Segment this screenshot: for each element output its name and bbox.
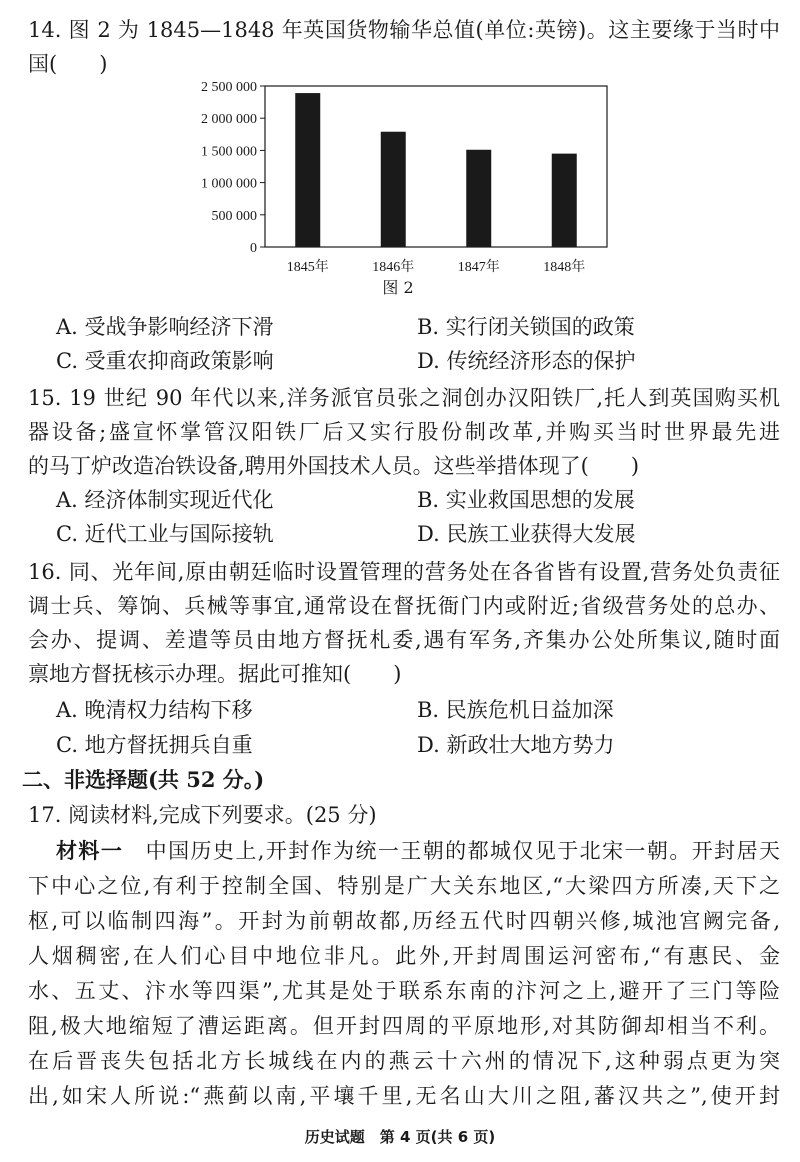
y-tick-label: 0	[250, 241, 257, 256]
q15-option-d[interactable]: D. 民族工业获得大发展	[417, 522, 636, 546]
q16-stem-line1: 16. 同、光年间,原由朝廷临时设置管理的营务处在各省皆有设置,营务处负责征	[28, 560, 780, 584]
q15-option-a[interactable]: A. 经济体制实现近代化	[56, 488, 274, 512]
q16-option-b[interactable]: B. 民族危机日益加深	[417, 698, 614, 722]
q17-material-line4: 人烟稠密,在人们心目中地位非凡。此外,开封周围运河密布,“有惠民、金	[28, 944, 780, 968]
q17-material-line1	[56, 837, 780, 865]
y-tick-label: 2 500 000	[201, 80, 257, 95]
q16-stem-line3: 会办、提调、差遣等员由地方督抚札委,遇有军务,齐集办公处所集议,随时面	[28, 628, 780, 652]
q16-stem-line2: 调士兵、筹饷、兵械等事宜,通常设在督抚衙门内或附近;省级营务处的总办、	[28, 594, 780, 618]
q15-option-c[interactable]: C. 近代工业与国际接轨	[56, 522, 274, 546]
q15-option-b[interactable]: B. 实业救国思想的发展	[417, 488, 635, 512]
section-heading: 二、非选择题(共 52 分。)	[22, 767, 265, 792]
q17-material-line8: 出,如宋人所说:“燕蓟以南,平壤千里,无名山大川之阻,蕃汉共之”,使开封	[28, 1084, 780, 1108]
y-tick-label: 1 500 000	[201, 144, 257, 160]
q14-option-c[interactable]: C. 受重农抑商政策影响	[56, 349, 274, 373]
page-footer: 历史试题 第 4 页(共 6 页)	[304, 1128, 496, 1146]
q14-option-d[interactable]: D. 传统经济形态的保护	[417, 349, 636, 373]
material-label: 材料一	[56, 838, 124, 863]
q17-material-line6: 阻,极大地缩短了漕运距离。但开封四周的平原地形,对其防御却相当不利。	[28, 1014, 780, 1038]
x-tick-label: 1845年	[286, 260, 329, 275]
x-tick-label: 1848年	[543, 260, 586, 275]
bar-4	[552, 154, 577, 247]
q16-stem-line4: 禀地方督抚核示办理。据此可推知( )	[28, 662, 402, 686]
q14-stem-line2: 国( )	[28, 52, 108, 76]
y-tick-label: 500 000	[211, 208, 257, 224]
q14-option-a[interactable]: A. 受战争影响经济下滑	[56, 315, 274, 339]
bar-1	[295, 93, 320, 247]
q17-material-line5: 水、五丈、汴水等四渠”,尤其是处于联系东南的汴河之上,避开了三门等险	[28, 979, 780, 1003]
q15-stem-line3: 的马丁炉改造冶铁设备,聘用外国技术人员。这些举措体现了( )	[28, 454, 640, 478]
bar-2	[381, 132, 406, 247]
q17-material-line2: 下中心之位,有利于控制全国、特别是广大关东地区,“大梁四方所凑,天下之	[28, 874, 780, 898]
bar-3	[466, 150, 491, 247]
q15-stem-line2: 器设备;盛宣怀掌管汉阳铁厂后又实行股份制改革,并购买当时世界最先进	[28, 420, 780, 444]
q14-option-b[interactable]: B. 实行闭关锁国的政策	[417, 315, 635, 339]
x-tick-label: 1846年	[372, 260, 415, 275]
q17-stem: 17. 阅读材料,完成下列要求。(25 分)	[28, 803, 377, 827]
q14-stem-line1: 14. 图 2 为 1845—1848 年英国货物输华总值(单位:英镑)。这主要缘于当时中	[28, 18, 780, 42]
q16-option-a[interactable]: A. 晚清权力结构下移	[56, 698, 253, 722]
y-tick-label: 1 000 000	[201, 176, 257, 192]
q16-option-d[interactable]: D. 新政壮大地方势力	[417, 733, 615, 757]
import-value-bar-chart	[0, 80, 800, 390]
material-text: 中国历史上,开封作为统一王朝的都城仅见于北宋一朝。开封居天	[123, 839, 780, 863]
q16-option-c[interactable]: C. 地方督抚拥兵自重	[56, 733, 253, 757]
q15-stem-line1: 15. 19 世纪 90 年代以来,洋务派官员张之洞创办汉阳铁厂,托人到英国购买机	[28, 386, 780, 410]
y-tick-label: 2 000 000	[201, 112, 257, 128]
x-tick-label: 1847年	[457, 260, 500, 275]
q17-material-line3: 枢,可以临制四海”。开封为前朝故都,历经五代时四朝兴修,城池宫阙完备,	[28, 909, 780, 933]
q17-material-line7: 在后晋丧失包括北方长城线在内的燕云十六州的情况下,这种弱点更为突	[28, 1049, 780, 1073]
figure-caption: 图 2	[382, 278, 414, 297]
